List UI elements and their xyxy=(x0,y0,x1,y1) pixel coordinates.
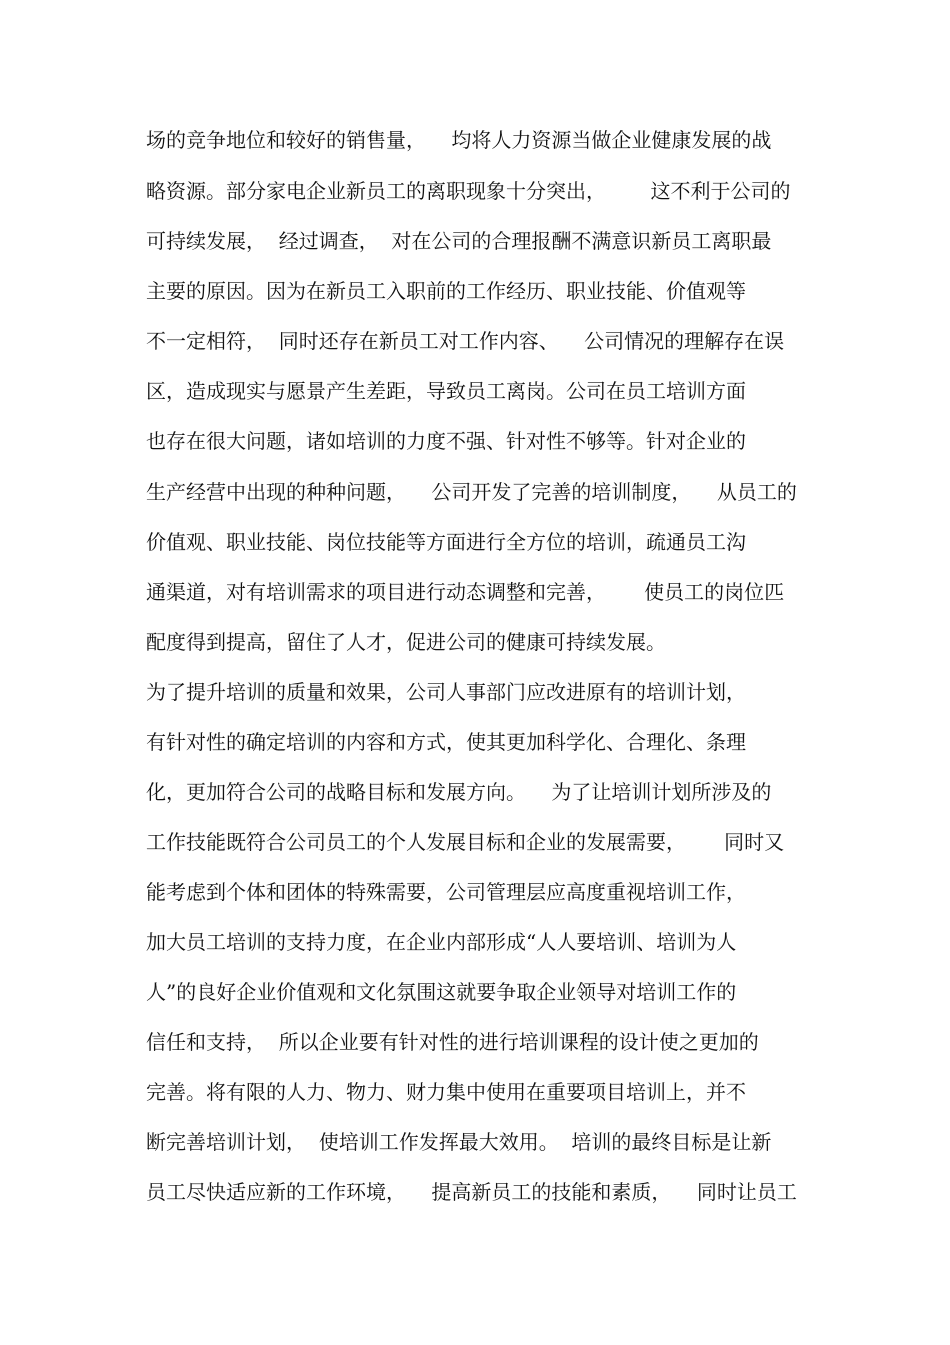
text-line: 为了提升培训的质量和效果，公司人事部门应改进原有的培训计划， xyxy=(146,680,746,704)
text-line: 不一定相符， 同时还存在新员工对工作内容、 公司情况的理解存在误 xyxy=(146,329,785,353)
text-line: 通渠道，对有培训需求的项目进行动态调整和完善， 使员工的岗位匹 xyxy=(146,580,785,604)
text-line: 主要的原因。因为在新员工入职前的工作经历、职业技能、价值观等 xyxy=(146,279,746,303)
text-line: 人”的良好企业价值观和文化氛围这就要争取企业领导对培训工作的 xyxy=(146,980,737,1004)
text-line: 略资源。部分家电企业新员工的离职现象十分突出， 这不利于公司的 xyxy=(146,179,791,203)
text-line: 化，更加符合公司的战略目标和发展方向。 为了让培训计划所涉及的 xyxy=(146,780,772,804)
text-line: 配度得到提高，留住了人才，促进公司的健康可持续发展。 xyxy=(146,630,666,654)
text-line: 工作技能既符合公司员工的个人发展目标和企业的发展需要， 同时又 xyxy=(146,830,785,854)
text-line: 加大员工培训的支持力度，在企业内部形成“人人要培训、培训为人 xyxy=(146,930,737,954)
text-line: 信任和支持， 所以企业要有针对性的进行培训课程的设计使之更加的 xyxy=(146,1030,759,1054)
text-line: 可持续发展， 经过调查， 对在公司的合理报酬不满意识新员工离职最 xyxy=(146,229,772,253)
text-line: 有针对性的确定培训的内容和方式，使其更加科学化、合理化、条理 xyxy=(146,730,746,754)
text-line: 也存在很大问题，诸如培训的力度不强、针对性不够等。针对企业的 xyxy=(146,429,746,453)
text-line: 生产经营中出现的种种问题， 公司开发了完善的培训制度， 从员工的 xyxy=(146,480,797,504)
text-line: 场的竞争地位和较好的销售量， 均将人力资源当做企业健康发展的战 xyxy=(146,128,772,152)
text-line: 员工尽快适应新的工作环境， 提高新员工的技能和素质， 同时让员工 xyxy=(146,1180,797,1204)
text-line: 区，造成现实与愿景产生差距，导致员工离岗。公司在员工培训方面 xyxy=(146,379,746,403)
text-line: 断完善培训计划， 使培训工作发挥最大效用。 培训的最终目标是让新 xyxy=(146,1130,772,1154)
text-line: 能考虑到个体和团体的特殊需要，公司管理层应高度重视培训工作， xyxy=(146,880,746,904)
text-line: 完善。将有限的人力、物力、财力集中使用在重要项目培训上，并不 xyxy=(146,1080,746,1104)
text-line: 价值观、职业技能、岗位技能等方面进行全方位的培训，疏通员工沟 xyxy=(146,530,746,554)
